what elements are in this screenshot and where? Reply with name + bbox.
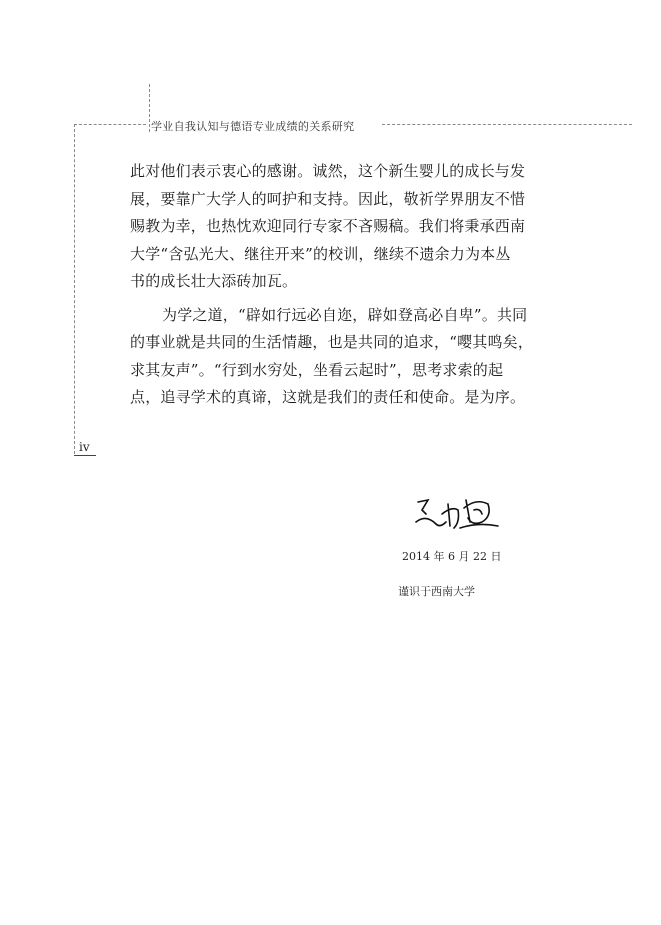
text-line: 此对他们表示衷心的感谢。诚然，这个新生婴儿的成长与发 xyxy=(130,162,526,180)
text-line: 求其友声”。“行到水穷处，坐看云起时”，思考求索的起 xyxy=(130,360,504,379)
text-line: 书的成长壮大添砖加瓦。 xyxy=(130,272,298,290)
margin-vertical-rule xyxy=(74,124,75,454)
text-line: 展，要靠广大学人的呵护和支持。因此，敬祈学界朋友不惜 xyxy=(130,189,526,208)
body-text xyxy=(130,158,534,412)
text-line: 大学“含弘光大、继往开来”的校训，继续不遗余力为本丛 xyxy=(130,244,511,263)
paragraph-1 xyxy=(130,158,530,296)
page-number: iv xyxy=(79,440,90,454)
running-head: 学业自我认知与德语专业成绩的关系研究 xyxy=(151,120,355,133)
signature-place: 谨识于西南大学 xyxy=(398,585,475,598)
header-vertical-rule xyxy=(149,84,150,132)
text-line: 的事业就是共同的生活情趣，也是共同的追求，“嘤其鸣矣， xyxy=(130,333,534,351)
signature-date: 2014 年 6 月 22 日 xyxy=(402,550,502,563)
header-rule-right xyxy=(382,124,632,125)
text-line: 为学之道，“辟如行远必自迩，辟如登高必自卑”。共同 xyxy=(162,305,528,324)
header-rule-left xyxy=(74,124,146,125)
text-line: 点，追寻学术的真谛，这就是我们的责任和使命。是为序。 xyxy=(130,388,526,406)
handwritten-signature xyxy=(412,492,502,534)
page-number-rule xyxy=(74,455,96,456)
paragraph-2 xyxy=(130,302,534,412)
text-line: 赐教为幸，也热忱欢迎同行专家不吝赐稿。我们将秉承西南 xyxy=(130,217,526,235)
